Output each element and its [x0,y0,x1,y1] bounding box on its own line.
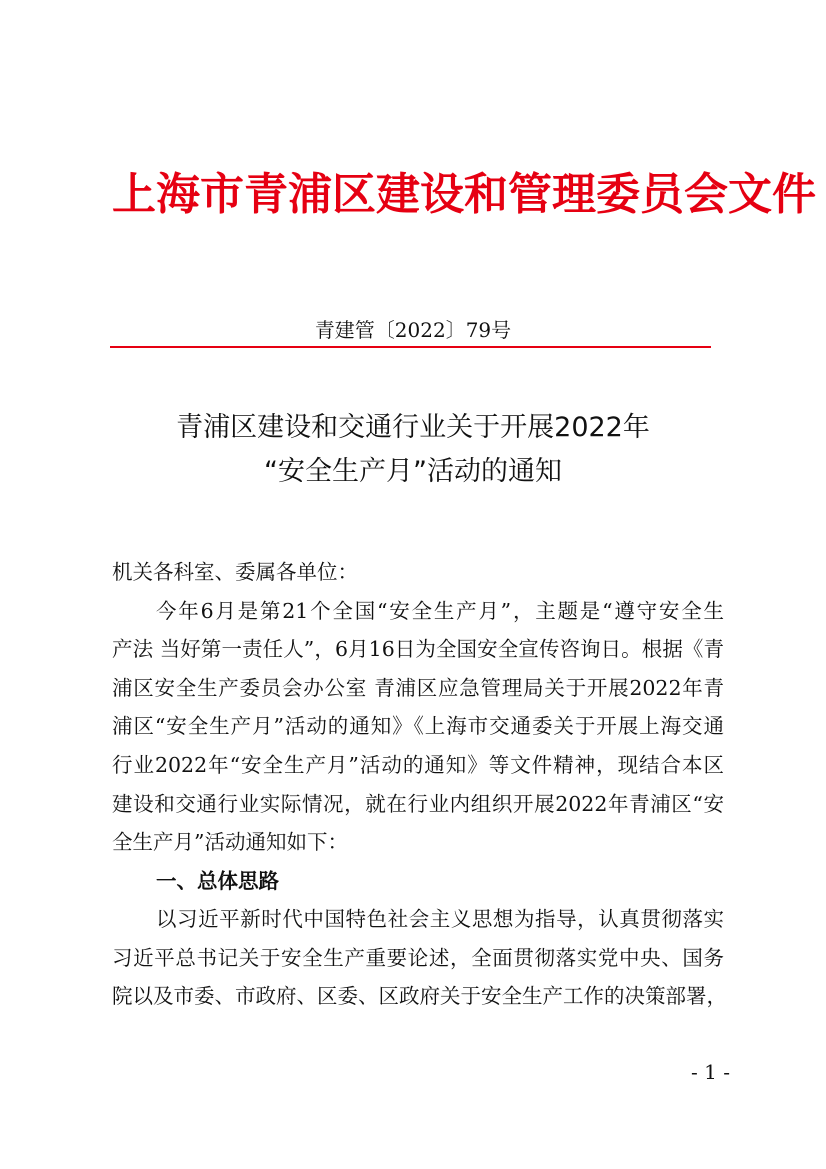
paragraph-line: 今年6月是第21个全国“安全生产月”，主题是“遵守安全生 [156,599,724,623]
document-number: 青建管〔2022〕79号 [314,318,512,342]
paragraph-line: 行业2022年“安全生产月”活动的通知》等文件精神，现结合本区 [112,753,724,777]
paragraph-line: 全生产月”活动通知如下： [112,830,348,854]
paragraph-line: 浦区安全生产委员会办公室 青浦区应急管理局关于开展2022年青 [112,676,724,700]
paragraph-line: 建设和交通行业实际情况，就在行业内组织开展2022年青浦区“安 [112,792,724,816]
paragraph-line: 产法 当好第一责任人”，6月16日为全国安全宣传咨询日。根据《青 [112,637,724,661]
document-title-line-2: “安全生产月”活动的通知 [264,456,562,487]
document-title-line-1: 青浦区建设和交通行业关于开展2022年 [176,412,650,443]
paragraph-line: 院以及市委、市政府、区委、区政府关于安全生产工作的决策部署， [112,984,727,1008]
issuing-authority-header: 上海市青浦区建设和管理委员会文件 [112,169,816,220]
page-number: - 1 - [691,1060,730,1084]
paragraph-line: 以习近平新时代中国特色社会主义思想为指导，认真贯彻落实 [156,907,724,931]
paragraph-line: 浦区“安全生产月”活动的通知》《上海市交通委关于开展上海交通 [112,714,724,738]
salutation: 机关各科室、委属各单位： [112,560,358,584]
section-heading: 一、总体思路 [156,869,279,893]
paragraph-line: 习近平总书记关于安全生产重要论述，全面贯彻落实党中央、国务 [112,946,724,970]
red-divider [110,346,711,348]
